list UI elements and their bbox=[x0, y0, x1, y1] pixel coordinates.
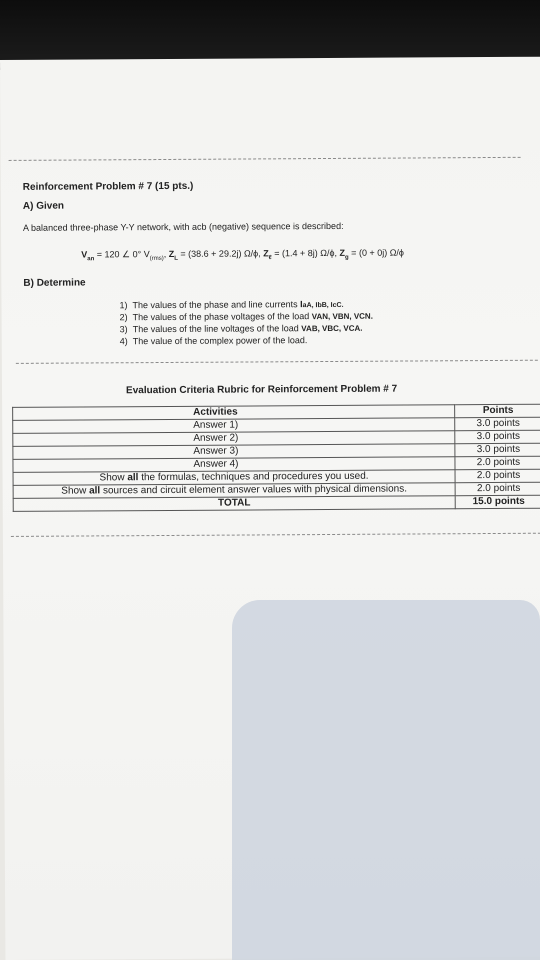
answer-points: 3.0 points bbox=[455, 443, 540, 457]
item-vars-tail: aA, IbB, IcC. bbox=[302, 301, 344, 310]
item-number: 4) bbox=[119, 336, 128, 347]
total-points: 15.0 points bbox=[455, 495, 540, 509]
bottom-divider bbox=[11, 533, 540, 537]
item-number: 2) bbox=[119, 312, 128, 323]
answer-points: 3.0 points bbox=[455, 417, 540, 431]
v-sub: an bbox=[87, 256, 95, 263]
activities-header: Activities bbox=[193, 406, 238, 418]
given-equation: $V_{an} = 120$ ∠ 0° $V_{(rms)}$, $Z_L = (38.6 + 29.2j)$ Ω/ϕ, $Z_\ell = (1.4 + 8j)$ Ω/ϕ, $Z_g = (0 + 0j)$ Ω/ϕ bbox=[81, 247, 404, 263]
zg-label: Z bbox=[339, 247, 346, 258]
sources-criterion: Show all sources and circuit element answer values with physical dimensions. bbox=[13, 483, 455, 499]
zl-sub: L bbox=[174, 255, 178, 262]
answer-label: Answer 1) bbox=[193, 419, 239, 431]
problem-title: Reinforcement Problem # 7 (15 pts.) bbox=[22, 180, 194, 193]
hand-shadow bbox=[232, 600, 540, 960]
item-vars: VAN, VBN, VCN. bbox=[311, 311, 373, 322]
given-heading: A) Given bbox=[22, 200, 65, 212]
item-vars: VAB, VBC, VCA. bbox=[301, 323, 363, 334]
item-number: 1) bbox=[119, 300, 128, 311]
list-item bbox=[120, 323, 363, 334]
rubric-table bbox=[12, 404, 540, 512]
v-label: V bbox=[81, 249, 88, 260]
total-label: TOTAL bbox=[13, 496, 455, 512]
rubric-title: Evaluation Criteria Rubric for Reinforcement Problem # 7 bbox=[125, 383, 398, 397]
v-unit-sub: (rms) bbox=[149, 255, 164, 262]
problem-description: A balanced three-phase Y-Y network, with acb (negative) sequence is described: bbox=[22, 220, 344, 233]
points-header: Points bbox=[455, 404, 540, 418]
item-vars: I bbox=[300, 299, 303, 310]
formulas-points: 2.0 points bbox=[455, 469, 540, 483]
item-text: The value of the complex power of the load. bbox=[132, 335, 308, 347]
zl2-label: Z bbox=[263, 248, 269, 259]
answer-label: Answer 2) bbox=[193, 432, 239, 444]
zl-label: Z bbox=[168, 248, 175, 259]
zg-value: = (0 + 0j) Ω/ϕ bbox=[351, 247, 404, 258]
answer-label: Answer 4) bbox=[193, 458, 239, 470]
list-item bbox=[119, 299, 343, 310]
formulas-criterion: Show all the formulas, techniques and procedures you used. bbox=[13, 470, 455, 486]
zl-value: = (38.6 + 29.2j) Ω/ϕ, bbox=[180, 248, 261, 259]
sources-points: 2.0 points bbox=[455, 482, 540, 496]
item-text: The values of the line voltages of the load bbox=[132, 323, 302, 335]
zl2-value: = (1.4 + 8j) Ω/ϕ, bbox=[274, 247, 337, 259]
answer-points: 2.0 points bbox=[455, 456, 540, 470]
list-item bbox=[120, 311, 373, 323]
middle-divider bbox=[16, 360, 538, 364]
item-text: The values of the phase and line currents bbox=[132, 299, 301, 311]
item-number: 3) bbox=[119, 324, 128, 335]
answer-label: Answer 3) bbox=[193, 445, 239, 457]
answer-points: 3.0 points bbox=[455, 430, 540, 444]
v-value: = 120 ∠ 0° V bbox=[96, 249, 150, 260]
table-row bbox=[13, 495, 540, 511]
zl2-sub: ℓ bbox=[268, 255, 272, 262]
list-item bbox=[120, 335, 308, 346]
top-divider bbox=[9, 157, 521, 161]
determine-heading: B) Determine bbox=[23, 277, 86, 289]
item-text: The values of the phase voltages of the load bbox=[132, 311, 312, 323]
zg-sub: g bbox=[344, 254, 349, 261]
